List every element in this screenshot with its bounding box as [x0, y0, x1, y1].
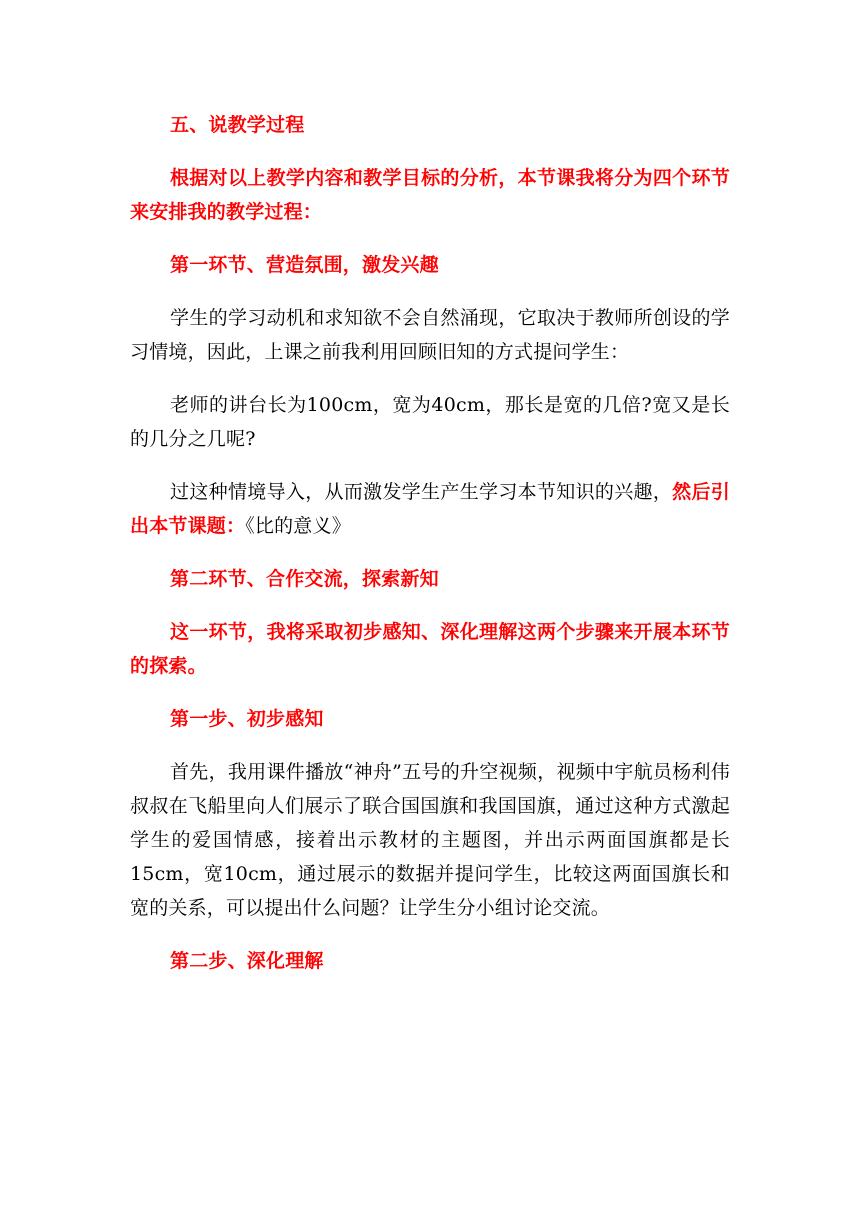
step1-heading: 第一环节、营造氛围，激发兴趣 — [170, 254, 439, 276]
step2-intro-paragraph: 这一环节，我将采取初步感知、深化理解这两个步骤来开展本环节的探索。 — [130, 621, 730, 677]
lead-in-emphasis: 然后引出本节课题： — [130, 481, 730, 537]
substep1-paragraph: 首先，我用课件播放“神舟”五号的升空视频，视频中宇航员杨利伟叔叔在飞船里向人们展示了联合国国旗和我国国旗，通过这种方式激起学生的爱国情感，接着出示教材的主题图，并出示两面国旗都是长15cm，宽10cm，通过展示的数据并提问学生，比较这两面国旗长和宽的关系，可以提出什么问题？让学生分小组讨论交流。 — [130, 761, 730, 919]
lead-in-text: 过这种情境导入，从而激发学生产生学习本节知识的兴趣， — [170, 481, 673, 503]
question-paragraph: 老师的讲台长为100cm，宽为40cm，那长是宽的几倍?宽又是长的几分之几呢? — [130, 394, 730, 450]
substep1-heading: 第一步、初步感知 — [170, 708, 324, 730]
lesson-title: 《比的意义》 — [245, 515, 351, 537]
motivation-paragraph: 学生的学习动机和求知欲不会自然涌现，它取决于教师所创设的学习情境，因此，上课之前我利用回顾旧知的方式提问学生： — [130, 307, 730, 363]
step2-heading: 第二环节、合作交流，探索新知 — [170, 568, 439, 590]
document-page — [130, 108, 730, 978]
intro-paragraph: 根据对以上教学内容和教学目标的分析，本节课我将分为四个环节来安排我的教学过程： — [130, 167, 730, 223]
section-heading: 五、说教学过程 — [170, 114, 305, 136]
lead-in-paragraph — [130, 475, 730, 543]
substep2-heading: 第二步、深化理解 — [170, 950, 324, 972]
